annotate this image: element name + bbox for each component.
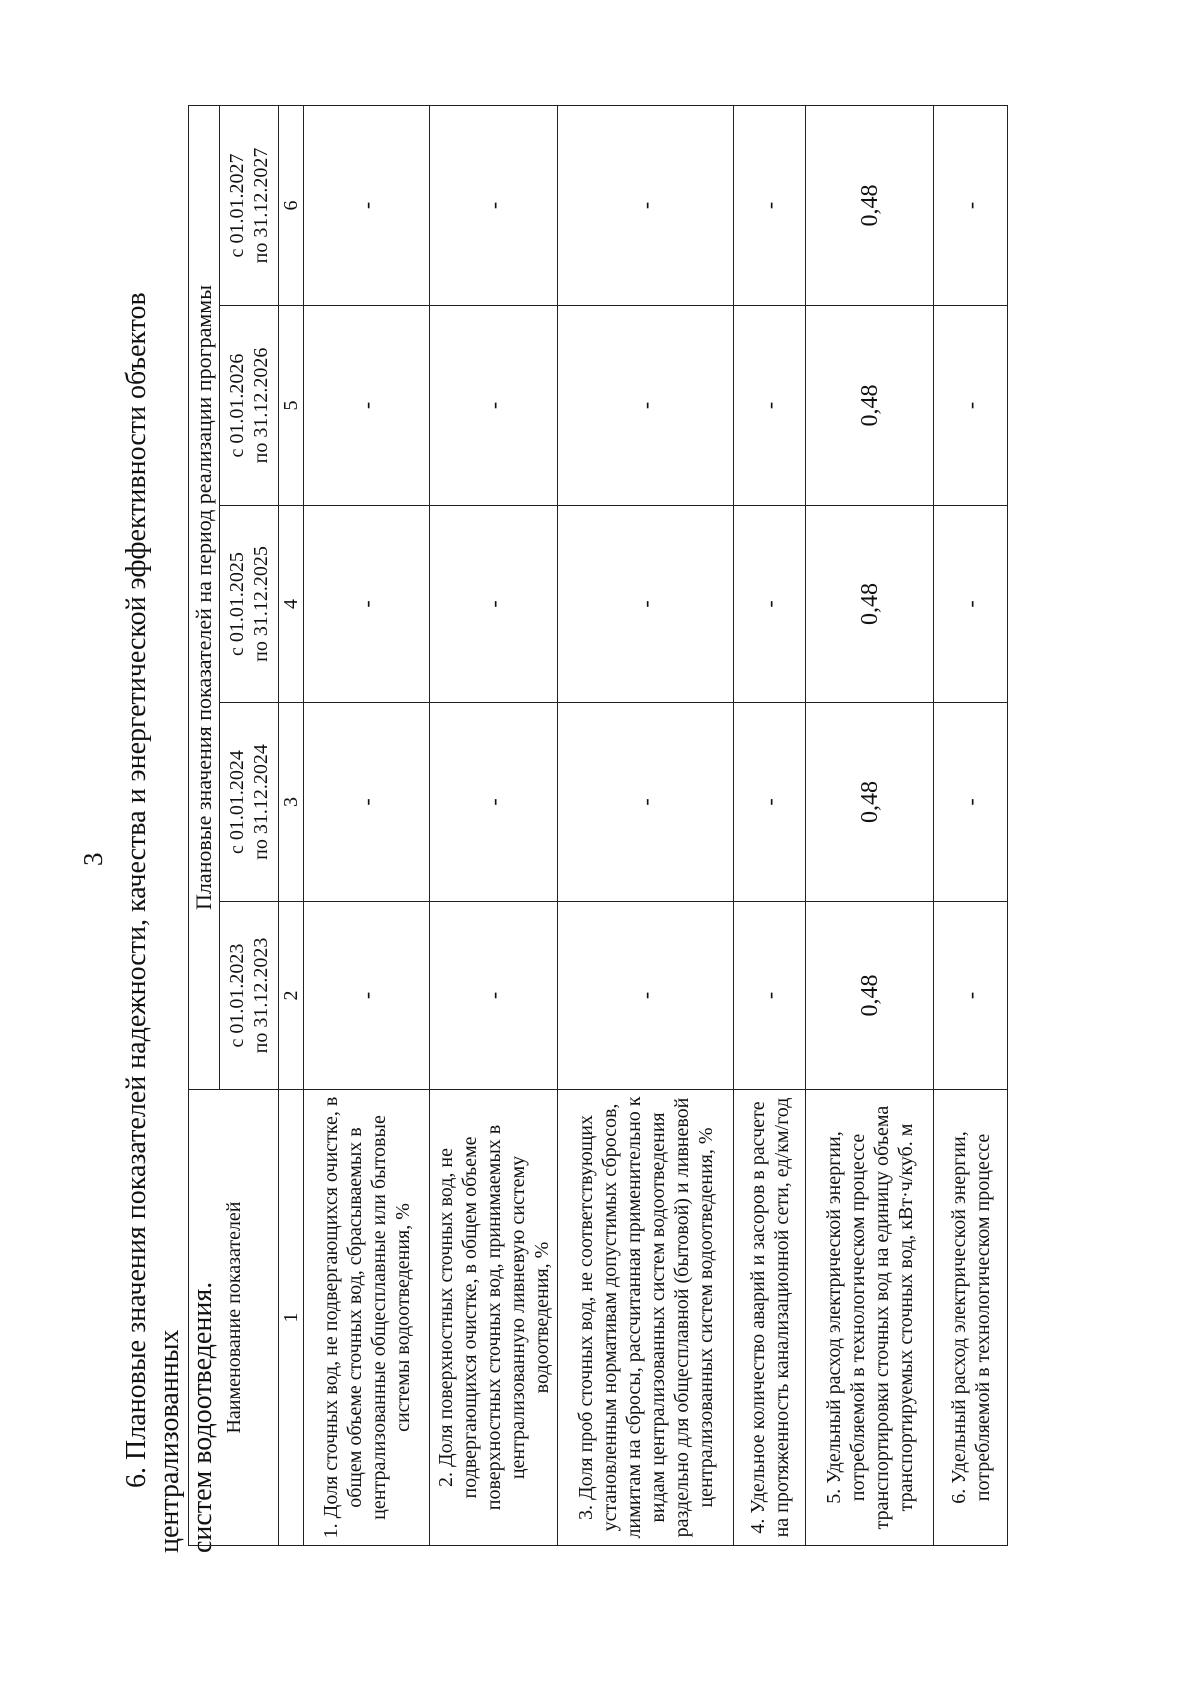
table-row [430,105,558,1545]
column-number: 2 [279,902,304,1090]
indicators-table [188,105,1008,1546]
indicator-value: 0,48 [806,902,934,1090]
indicator-value: - [304,105,430,305]
indicator-value: - [934,902,1008,1090]
indicator-value: - [430,306,558,506]
column-number: 1 [279,1090,304,1546]
table-row [558,105,734,1545]
indicator-value: - [430,703,558,902]
indicator-value: 0,48 [806,306,934,506]
indicator-name: 2. Доля поверхностных сточных вод, не подвергающихся очистке, в общем объеме поверхностных сточных вод, принимаемых в централизованную ливневую систему водоотведения, % [430,1090,558,1546]
period-header: с 01.01.2027 по 31.12.2027 [220,105,279,305]
indicator-value: - [304,902,430,1090]
column-header-name: Наименование показателей [189,1090,279,1546]
indicator-value: 0,48 [806,506,934,703]
indicator-value: - [558,506,734,703]
table-row [806,105,934,1545]
heading-line-1: 6. Плановые значения показателей надежности, качества и энергетической эффективности объектов централизованных [121,292,185,1553]
indicator-name: 5. Удельный расход электрической энергии, потребляемой в технологическом процессе транспортировки сточных вод на единицу объема транспортируемых сточных вод, кВт·ч/куб. м [806,1090,934,1546]
period-header: с 01.01.2023 по 31.12.2023 [220,902,279,1090]
period-header: с 01.01.2026 по 31.12.2026 [220,306,279,506]
heading-line-2: систем водоотведения. [187,1281,218,1553]
indicator-value: - [304,506,430,703]
indicator-value: - [430,902,558,1090]
indicator-value: - [734,105,806,305]
indicator-value: - [558,902,734,1090]
indicator-value: - [304,306,430,506]
table-row [304,105,430,1545]
indicator-name: 4. Удельное количество аварий и засоров в расчете на протяженность канализационной сети, ед/км/год [734,1090,806,1546]
indicator-value: - [734,306,806,506]
indicator-name: 6. Удельный расход электрической энергии, потребляемой в технологическом процессе [934,1090,1008,1546]
indicator-value: 0,48 [806,703,934,902]
page-number: 3 [78,852,108,866]
indicator-value: - [734,703,806,902]
period-header: с 01.01.2025 по 31.12.2025 [220,506,279,703]
indicator-name: 1. Доля сточных вод, не подвергающихся очистке, в общем объеме сточных вод, сбрасываемых в централизованные общесплавные или бытовые системы водоотведения, % [304,1090,430,1546]
indicator-value: - [934,306,1008,506]
column-number: 5 [279,306,304,506]
indicator-value: - [304,703,430,902]
indicator-value: - [558,105,734,305]
column-number: 6 [279,105,304,305]
period-header: с 01.01.2024 по 31.12.2024 [220,703,279,902]
indicator-value: - [734,506,806,703]
table-row [934,105,1008,1545]
column-number: 4 [279,506,304,703]
column-number: 3 [279,703,304,902]
indicator-value: - [430,506,558,703]
column-header-plan: Плановые значения показателей на период реализации программы [189,105,220,1089]
indicator-value: - [558,306,734,506]
indicator-value: - [558,703,734,902]
indicator-value: - [934,105,1008,305]
indicator-value: 0,48 [806,105,934,305]
table-row [734,105,806,1545]
indicator-name: 3. Доля проб сточных вод, не соответствующих установленным нормативам допустимых сбросов, лимитам на сбросы, рассчитанная применительно к видам централизованных систем водоотведения раздельно для общесплавной (бытовой) и ливневой централизованных систем водоотведения, % [558,1090,734,1546]
indicator-value: - [734,902,806,1090]
indicator-value: - [934,506,1008,703]
indicator-value: - [934,703,1008,902]
indicator-value: - [430,105,558,305]
